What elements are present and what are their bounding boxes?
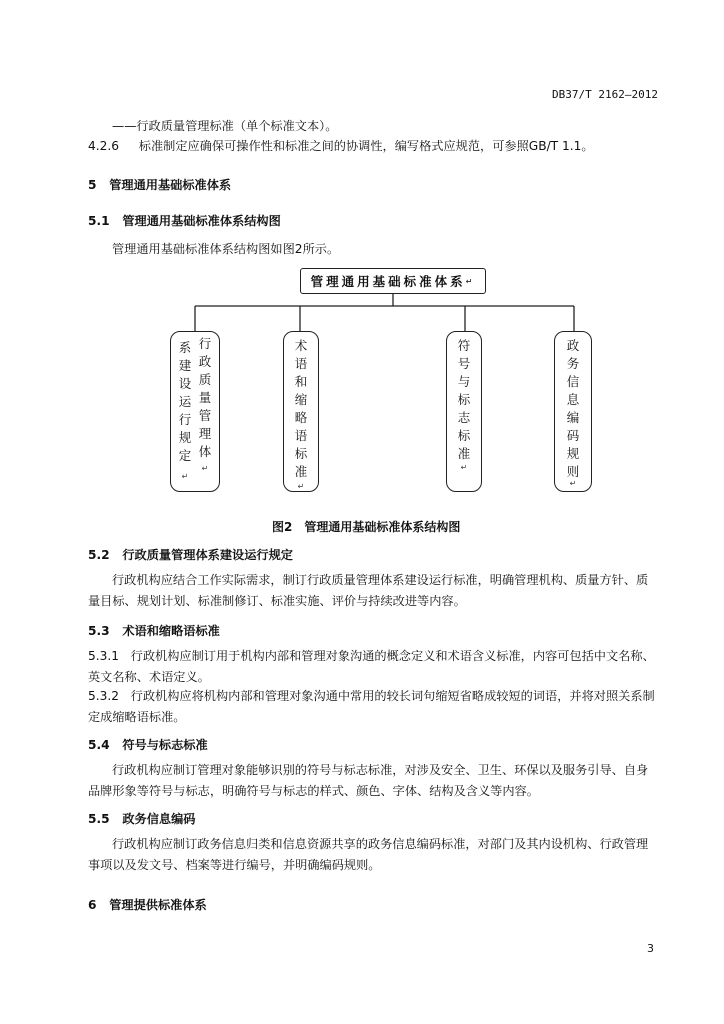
section-number: 5.1 [88, 214, 110, 228]
section-title: 管理通用基础标准体系结构图 [122, 214, 281, 228]
section-title: 管理通用基础标准体系 [109, 178, 232, 192]
return-mark: ↵ [465, 276, 476, 286]
return-mark: ↵ [181, 472, 189, 481]
return-mark: ↵ [297, 482, 305, 491]
section-title: 管理提供标准体系 [109, 898, 207, 912]
box-3-column: 符号与标志标准 [457, 338, 471, 461]
section-5-2-text: 行政机构应结合工作实际需求，制订行政质量管理体系建设运行标准，明确管理机构、质量方针、质量目标、规划计划、标准制修订、标准实施、评价与持续改进等内容。 [88, 573, 649, 608]
section-number: 6 [88, 898, 97, 912]
figure-caption: 图2 管理通用基础标准体系结构图 [272, 520, 461, 534]
section-5-heading [88, 176, 231, 193]
box-1-left-column: 系建设运行规定 [178, 340, 192, 463]
section-5-5-heading [88, 810, 195, 827]
dash-list-item: ——行政质量管理标准（单个标准文本）。 [112, 119, 338, 133]
box-2-column: 术语和缩略语标准 [294, 338, 308, 479]
standard-code-header: DB37/T 2162—2012 [552, 88, 658, 101]
root-label: 管理通用基础标准体系 [310, 274, 466, 289]
clause-4-2-6 [88, 137, 594, 156]
section-5-2-heading [88, 546, 293, 563]
return-mark: ↵ [201, 464, 209, 473]
clause-text: 行政机构应制订用于机构内部和管理对象沟通的概念定义和术语含义标准，内容可包括中文名称、英文名称、术语定义。 [88, 649, 655, 684]
section-number: 5.2 [88, 548, 110, 562]
section-5-3-heading [88, 622, 220, 639]
section-title: 行政质量管理体系建设运行规定 [122, 548, 293, 562]
clause-number: 5.3.1 [88, 649, 120, 663]
section-6-heading [88, 896, 207, 913]
section-number: 5.5 [88, 812, 110, 826]
section-5-4-text: 行政机构应制订管理对象能够识别的符号与标志标准，对涉及安全、卫生、环保以及服务引导、自身品牌形象等符号与标志，明确符号与标志的样式、颜色、字体、结构及含义等内容。 [88, 763, 649, 798]
box-1-right-column: 行政质量管理体 [198, 336, 212, 459]
section-number: 5 [88, 178, 97, 192]
section-number: 5.3 [88, 624, 110, 638]
section-5-1-text: 管理通用基础标准体系结构图如图2所示。 [112, 242, 340, 256]
section-title: 符号与标志标准 [122, 738, 208, 752]
clause-number: 4.2.6 [88, 139, 120, 153]
clause-number: 5.3.2 [88, 689, 120, 703]
section-5-1-heading [88, 212, 281, 229]
section-title: 术语和缩略语标准 [122, 624, 220, 638]
section-5-5-text: 行政机构应制订政务信息归类和信息资源共享的政务信息编码标准，对部门及其内设机构、行政管理事项以及发文号、档案等进行编号，并明确编码规则。 [88, 837, 649, 872]
diagram-root-box [300, 268, 486, 294]
clause-text: 标准制定应确保可操作性和标准之间的协调性，编写格式应规范，可参照GB/T 1.1。 [138, 139, 594, 153]
section-title: 政务信息编码 [122, 812, 196, 826]
clause-5-3-1 [88, 646, 660, 688]
clause-text: 行政机构应将机构内部和管理对象沟通中常用的较长词句缩短省略成较短的词语，并将对照关系制定成缩略语标准。 [88, 689, 655, 724]
section-5-4-heading [88, 736, 208, 753]
page-number: 3 [647, 942, 654, 955]
box-4-column: 政务信息编码规则 [566, 338, 580, 479]
clause-5-3-2 [88, 686, 660, 728]
section-number: 5.4 [88, 738, 110, 752]
return-mark: ↵ [460, 463, 468, 472]
return-mark: ↵ [569, 479, 577, 488]
